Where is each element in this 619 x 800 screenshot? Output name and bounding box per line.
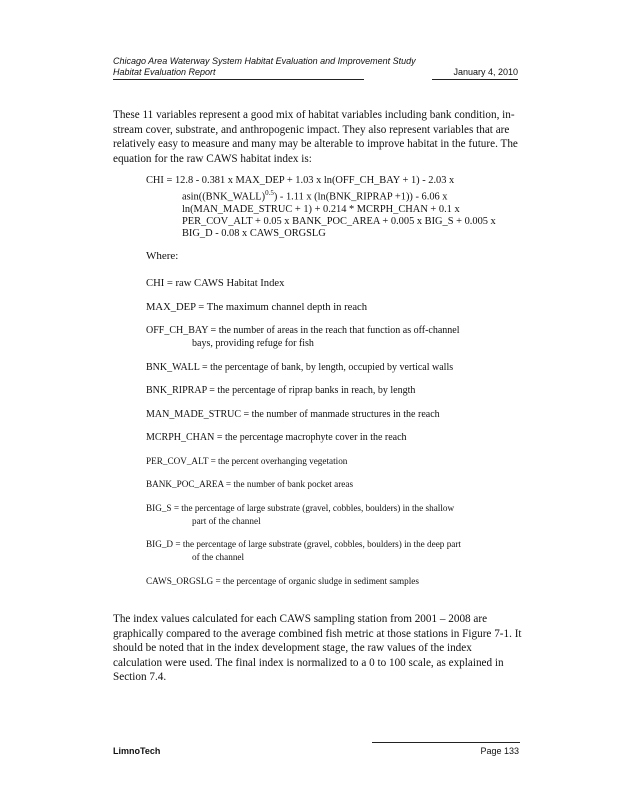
- definition-chi: CHI = raw CAWS Habitat Index: [146, 278, 285, 289]
- equation-line-1: CHI = 12.8 - 0.381 x MAX_DEP + 1.03 x ln(OFF_CH_BAY + 1) - 2.03 x: [146, 175, 455, 186]
- header-study-title: Chicago Area Waterway System Habitat Evaluation and Improvement Study: [113, 56, 416, 66]
- header-divider-right: [432, 79, 518, 80]
- definition-big-d: BIG_D = the percentage of large substrate (gravel, cobbles, boulders) in the deep part of the channel: [146, 539, 461, 562]
- header-divider-left: [113, 79, 364, 80]
- definition-off-ch-bay: OFF_CH_BAY = the number of areas in the reach that function as off-channel bays, providing refuge for fish: [146, 325, 460, 349]
- header-report-title: Habitat Evaluation Report: [113, 67, 216, 77]
- definition-bnk-wall: BNK_WALL = the percentage of bank, by length, occupied by vertical walls: [146, 361, 454, 373]
- intro-paragraph: These 11 variables represent a good mix of habitat variables including bank condition, in-stream cover, substrate, and anthropogenic impact. They also represent variables that are relatively easy to measure and many may be alterable to improve habitat in the future. The equation for the raw CAWS habitat index is:: [113, 109, 518, 165]
- where-label: Where:: [146, 250, 179, 262]
- closing-paragraph: The index values calculated for each CAWS sampling station from 2001 – 2008 are graphically compared to the average combined fish metric at those stations in Figure 7-1. It should be noted that in the index development stage, the raw values of the index calculation were used. The final index is normalized to a 0 to 100 scale, as explained in Section 7.4.: [113, 613, 522, 684]
- variable-definitions: [146, 277, 524, 598]
- header-date: January 4, 2010: [453, 67, 518, 77]
- definition-bnk-riprap: BNK_RIPRAP = the percentage of riprap banks in reach, by length: [146, 385, 416, 396]
- equation-line-5: BIG_D - 0.08 x CAWS_ORGSLG: [182, 228, 326, 240]
- footer-divider: [372, 742, 520, 743]
- definition-big-s: BIG_S = the percentage of large substrate (gravel, cobbles, boulders) in the shallow part of the channel: [146, 502, 455, 526]
- definition-man-made-struc: MAN_MADE_STRUC = the number of manmade structures in the reach: [146, 408, 440, 420]
- equation-line-4: PER_COV_ALT + 0.05 x BANK_POC_AREA + 0.005 x BIG_S + 0.005 x: [182, 216, 496, 228]
- definition-max-dep: MAX_DEP = The maximum channel depth in reach: [146, 301, 368, 313]
- footer-page-number: Page 133: [480, 746, 519, 756]
- definition-bank-poc-area: BANK_POC_AREA = the number of bank pocket areas: [146, 479, 354, 489]
- definition-per-cov-alt: PER_COV_ALT = the percent overhanging vegetation: [146, 455, 348, 466]
- equation-line-2: asin((BNK_WALL)$^{0.5}$) - 1.11 x (ln(BNK_RIPRAP +1)) - 6.06 x: [182, 189, 448, 203]
- definition-caws-orgslg: CAWS_ORGSLG = the percentage of organic sludge in sediment samples: [146, 575, 419, 586]
- footer-company: LimnoTech: [113, 746, 161, 756]
- definition-mcrph-chan: MCRPH_CHAN = the percentage macrophyte cover in the reach: [146, 432, 407, 443]
- equation-line-3: ln(MAN_MADE_STRUC + 1) + 0.214 * MCRPH_CHAN + 0.1 x: [182, 203, 460, 215]
- habitat-index-equation: [146, 175, 526, 240]
